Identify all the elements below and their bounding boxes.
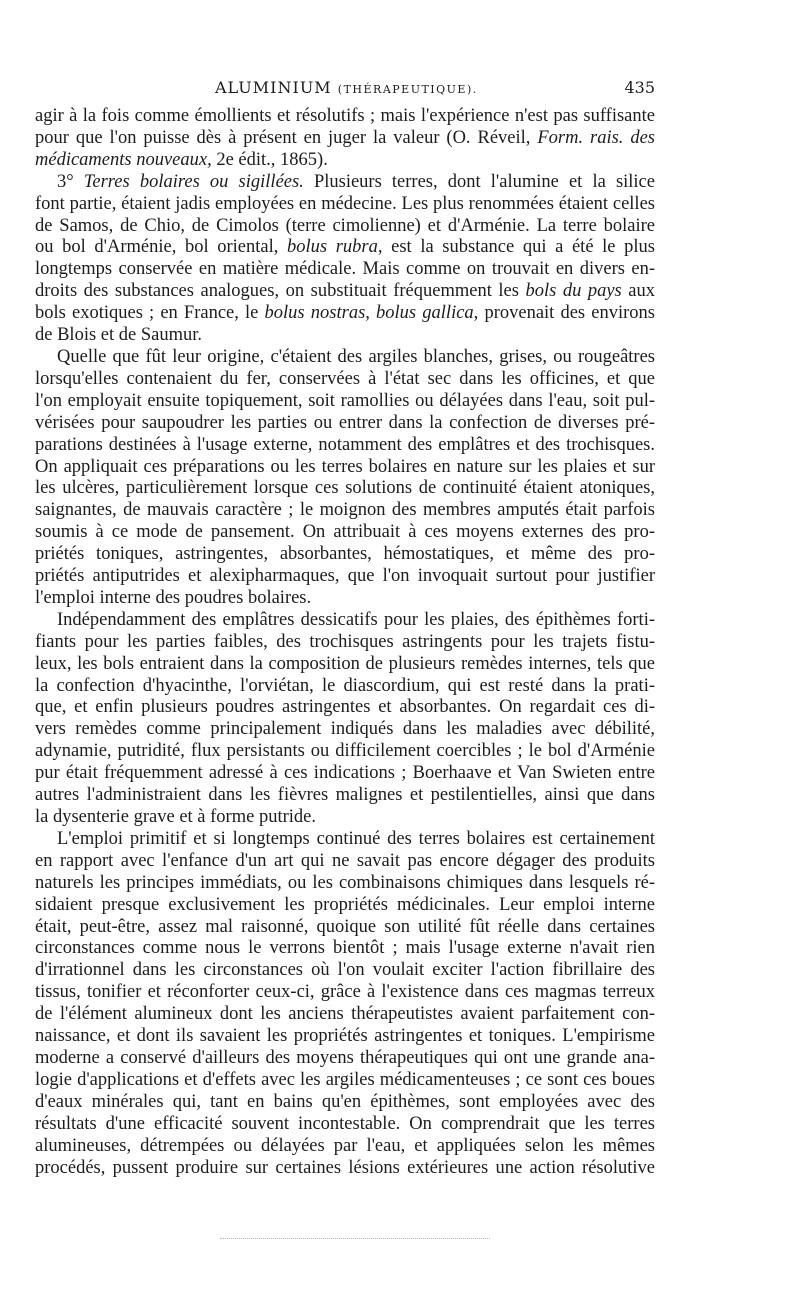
- text-line: [35, 566, 655, 588]
- italic-text: Terres bolaires ou sigillées.: [83, 171, 304, 192]
- text-segment: priétés antiputrides et alexipharmaques, que l'on invoquait surtout pour justifier: [35, 566, 655, 587]
- text-segment: moderne a conservé d'ailleurs des moyens thérapeutiques qui ont une grande ana-: [35, 1047, 655, 1068]
- text-segment: adynamie, putridité, flux persistants ou difficilement coercibles ; le bol d'Arménie: [35, 741, 655, 762]
- text-segment: Quelle que fût leur origine, c'étaient des argiles blanches, grises, ou rougeâtres: [57, 346, 655, 367]
- text-segment: font partie, étaient jadis employées en médecine. Les plus renommées étaient celles: [35, 193, 655, 214]
- text-segment: était, peut-être, assez mal raisonné, quoique son utilité fût réelle dans certaines: [35, 916, 655, 937]
- italic-text: Form. rais. des: [537, 127, 655, 148]
- text-segment: de l'élément alumineux dont les anciens thérapeutistes avaient parfaitement con-: [35, 1004, 655, 1025]
- text-line: [35, 1158, 655, 1180]
- text-segment: fiants pour les parties faibles, des trochisques astringents pour les trajets fistu-: [35, 631, 655, 652]
- running-title-main: ALUMINIUM: [215, 78, 332, 97]
- text-line: [35, 106, 655, 128]
- text-line: [35, 478, 655, 500]
- italic-text: bols du pays: [525, 281, 622, 302]
- text-line: [35, 785, 655, 807]
- text-segment: vers remèdes comme principalement indiqués dans les maladies avec débilité,: [35, 719, 655, 740]
- text-line: [35, 303, 655, 325]
- text-line: [35, 763, 655, 785]
- text-segment: que, et enfin plusieurs poudres astringentes et absorbantes. On regardait ces di-: [35, 697, 655, 718]
- text-segment: de Blois et de Saumur.: [35, 325, 202, 346]
- text-line: [35, 960, 655, 982]
- text-line: [35, 216, 655, 238]
- text-segment: 2e édit., 1865).: [211, 149, 328, 170]
- text-line: [35, 873, 655, 895]
- text-line: [35, 522, 655, 544]
- text-segment: ou bol d'Arménie, bol oriental,: [35, 237, 287, 258]
- text-line: [35, 676, 655, 698]
- text-segment: résultats d'une efficacité souvent incontestable. On comprendrait que les terres: [35, 1113, 655, 1134]
- italic-text: médicaments nouveaux,: [35, 149, 212, 170]
- text-segment: parations destinées à l'usage externe, notamment des emplâtres et des trochisques.: [35, 434, 655, 455]
- text-segment: L'emploi primitif et si longtemps continué des terres bolaires est certainement: [57, 828, 655, 849]
- body-text: [35, 106, 655, 1179]
- running-title-sub: (THÉRAPEUTIQUE).: [337, 83, 478, 96]
- text-line: [35, 1048, 655, 1070]
- text-segment: logie d'applications et d'effets avec les argiles médicamenteuses ; ce sont ces boues: [35, 1069, 655, 1090]
- text-line: [35, 741, 655, 763]
- text-line: [35, 654, 655, 676]
- text-line: [35, 194, 655, 216]
- text-line: [35, 435, 655, 457]
- text-line: [35, 807, 655, 829]
- text-line: [35, 1070, 655, 1092]
- text-segment: de Samos, de Chio, de Cimolos (terre cimolienne) et d'Arménie. La terre bolaire: [35, 215, 655, 236]
- text-segment: la dysenterie grave et à forme putride.: [35, 807, 316, 827]
- text-segment: Indépendamment des emplâtres dessicatifs pour les plaies, des épithèmes forti-: [57, 609, 655, 630]
- text-line: [35, 1026, 655, 1048]
- text-segment: vérisées pour saupoudrer les parties ou entrer dans la confection de diverses pré-: [35, 412, 655, 433]
- text-segment: bols exotiques ; en France, le: [35, 303, 265, 324]
- text-line: [35, 851, 655, 873]
- text-segment: pour que l'on puisse dès à présent en juger la valeur (O. Réveil,: [35, 127, 538, 148]
- text-line: [35, 697, 655, 719]
- text-line: [35, 1092, 655, 1114]
- page-number: 435: [624, 78, 655, 97]
- text-segment: la confection d'hyacinthe, l'orviétan, le diascordium, qui est resté dans la prati-: [35, 675, 655, 696]
- text-line: [35, 1136, 655, 1158]
- text-segment: lorsqu'elles contenaient du fer, conservées à l'état sec dans les officines, et que: [35, 368, 655, 389]
- text-line: [35, 829, 655, 851]
- text-line: [35, 391, 655, 413]
- text-line: [35, 632, 655, 654]
- text-line: [35, 172, 655, 194]
- text-segment: provenait des environs: [478, 303, 655, 324]
- text-segment: circonstances comme nous le verrons bientôt ; mais l'usage externe n'avait rien: [35, 938, 655, 959]
- text-segment: droits des substances analogues, on substituait fréquemment les: [35, 281, 526, 302]
- text-segment: alumineuses, détrempées ou délayées par l'eau, et appliquées selon les mêmes: [35, 1135, 655, 1156]
- text-line: [35, 500, 655, 522]
- text-line: [35, 281, 655, 303]
- text-line: [35, 369, 655, 391]
- text-segment: l'on employait ensuite topiquement, soit ramollies ou délayées dans l'eau, soit pul-: [35, 390, 655, 411]
- text-line: [35, 982, 655, 1004]
- text-segment: les ulcères, particulièrement lorsque ces solutions de continuité étaient atoniques,: [35, 478, 655, 499]
- text-line: [35, 719, 655, 741]
- text-segment: procédés, pussent produire sur certaines lésions extérieures une action résolutive: [35, 1157, 655, 1178]
- text-segment: d'irrationnel dans les circonstances où l'on voulait exciter l'action fibrillaire des: [35, 960, 655, 981]
- text-line: [35, 610, 655, 632]
- text-segment: soumis à ce mode de pansement. On attribuait à ces moyens externes des pro-: [35, 522, 655, 543]
- text-segment: On appliquait ces préparations ou les terres bolaires en nature sur les plaies et sur: [35, 456, 655, 477]
- text-line: [35, 895, 655, 917]
- text-segment: tissus, tonifier et réconforter ceux-ci, grâce à l'existence dans ces magmas terreux: [35, 982, 655, 1003]
- italic-text: bolus nostras, bolus gallica,: [264, 303, 479, 324]
- text-segment: naissance, et dont ils savaient les propriétés astringentes et toniques. L'empirisme: [35, 1026, 655, 1047]
- text-line: [35, 457, 655, 479]
- text-line: [35, 917, 655, 939]
- text-segment: sidaient presque exclusivement les propriétés médicinales. Leur emploi interne: [35, 894, 655, 915]
- text-segment: Plusieurs terres, dont l'alumine et la silice: [303, 171, 655, 192]
- text-line: [35, 237, 655, 259]
- text-segment: naturels les principes immédiats, ou les combinaisons chimiques dans lesquels ré-: [35, 872, 655, 893]
- text-line: [35, 938, 655, 960]
- text-segment: pur était fréquemment adressé à ces indications ; Boerhaave et Van Swieten entre: [35, 763, 655, 784]
- text-segment: d'eaux minérales qui, tant en bains qu'en épithèmes, sont employées avec des: [35, 1091, 655, 1112]
- text-line: [35, 150, 655, 172]
- text-line: [35, 1004, 655, 1026]
- bottom-rule: [220, 1238, 490, 1239]
- running-header: [35, 78, 655, 104]
- text-segment: aux: [621, 281, 656, 302]
- text-line: [35, 588, 655, 610]
- text-line: [35, 259, 655, 281]
- text-line: [35, 325, 655, 347]
- text-segment: saignantes, de mauvais caractère ; le moignon des membres amputés était parfois: [35, 500, 655, 521]
- text-segment: leux, les bols entraient dans la composition de plusieurs remèdes internes, tels que: [35, 653, 655, 674]
- text-segment: agir à la fois comme émollients et résolutifs ; mais l'expérience n'est pas suffisante: [35, 106, 655, 126]
- text-segment: est la substance qui a été le plus: [382, 237, 655, 258]
- running-title: [215, 78, 478, 97]
- text-segment: en rapport avec l'enfance d'un art qui ne savait pas encore dégager des produits: [35, 850, 655, 871]
- text-segment: longtemps conservée en matière médicale. Mais comme on trouvait en divers en-: [35, 259, 655, 280]
- italic-text: bolus rubra,: [287, 237, 383, 258]
- text-line: [35, 347, 655, 369]
- text-segment: priétés toniques, astringentes, absorbantes, hémostatiques, et même des pro-: [35, 544, 655, 565]
- text-line: [35, 128, 655, 150]
- text-segment: l'emploi interne des poudres bolaires.: [35, 587, 312, 608]
- text-segment: 3°: [57, 171, 84, 192]
- text-line: [35, 1114, 655, 1136]
- text-line: [35, 413, 655, 435]
- text-line: [35, 544, 655, 566]
- text-segment: autres l'administraient dans les fièvres malignes et pestilentielles, ainsi que dans: [35, 785, 655, 806]
